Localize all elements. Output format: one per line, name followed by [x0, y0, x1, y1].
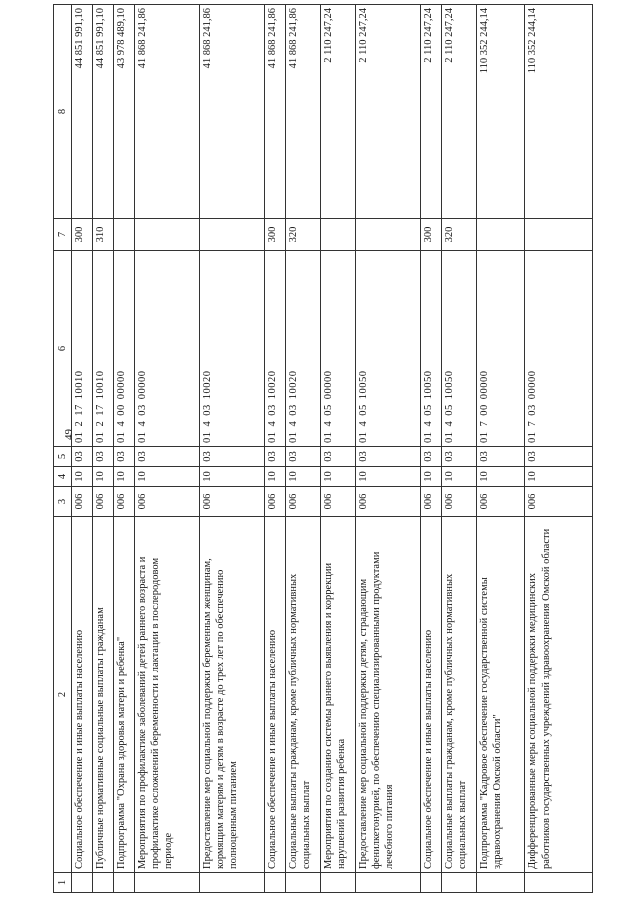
target-article-part: 10020 — [201, 370, 213, 400]
cell-pr: 03 — [285, 447, 320, 467]
target-article-part: 4 — [443, 420, 455, 427]
cell-vr — [476, 219, 525, 251]
target-article-part: 05 — [357, 404, 369, 416]
target-article-part: 17 — [74, 404, 85, 416]
target-article-part: 03 — [201, 404, 213, 416]
table-row — [113, 5, 134, 893]
cell-target-article — [265, 251, 286, 447]
target-article-part: 4 — [322, 420, 334, 427]
header-row — [54, 5, 72, 893]
cell-pr: 03 — [441, 447, 476, 467]
table-row — [441, 5, 476, 893]
cell-name: Социальное обеспечение и иные выплаты населению — [420, 517, 441, 873]
cell-name: Предоставление мер социальной поддержки детям, страдающим фенилкетонурией, по обеспечению специализированными продуктами лечебного питания — [355, 517, 420, 873]
target-article-part: 03 — [287, 404, 299, 416]
cell-ved: 006 — [199, 487, 264, 517]
cell-name: Социальное обеспечение и иные выплаты населению — [265, 517, 286, 873]
cell-vr: 300 — [72, 219, 93, 251]
col-header-3: 3 — [54, 487, 72, 517]
target-article-part: 01 — [115, 431, 127, 443]
cell-vr — [355, 219, 420, 251]
table-row — [72, 5, 93, 893]
cell-pr: 03 — [199, 447, 264, 467]
cell-target-article — [285, 251, 320, 447]
target-article-part: 01 — [136, 431, 148, 443]
cell-name: Социальные выплаты гражданам, кроме публичных нормативных социальных выплат — [285, 517, 320, 873]
cell-name: Предоставление мер социальной поддержки беременным женщинам, кормящим матерям и детям в возрасте до трех лет по обеспечению полноценным питанием — [199, 517, 264, 873]
target-article-part: 10050 — [443, 370, 455, 400]
cell-col1 — [441, 873, 476, 893]
table-row — [476, 5, 525, 893]
target-article-part: 01 — [94, 431, 106, 443]
cell-vr: 300 — [420, 219, 441, 251]
table-row — [355, 5, 420, 893]
cell-vr — [113, 219, 134, 251]
col-header-8: 8 — [54, 5, 72, 219]
cell-ved: 006 — [285, 487, 320, 517]
col-header-5: 5 — [54, 447, 72, 467]
col-header-1: 1 — [54, 873, 72, 893]
cell-col1 — [199, 873, 264, 893]
target-article-part: 00 — [478, 404, 490, 416]
target-article-part: 00000 — [478, 370, 490, 400]
cell-target-article — [420, 251, 441, 447]
table-row — [285, 5, 320, 893]
cell-name: Подпрограмма "Кадровое обеспечение государственной системы здравоохранения Омской области" — [476, 517, 525, 873]
cell-name: Социальные выплаты гражданам, кроме публичных нормативных социальных выплат — [441, 517, 476, 873]
cell-name: Мероприятия по созданию системы раннего выявления и коррекции нарушений развития ребенка — [320, 517, 355, 873]
cell-col1 — [134, 873, 199, 893]
cell-col1 — [113, 873, 134, 893]
cell-ved: 006 — [420, 487, 441, 517]
target-article-part: 01 — [287, 431, 299, 443]
cell-vr — [320, 219, 355, 251]
cell-ved: 006 — [320, 487, 355, 517]
cell-rz: 10 — [441, 467, 476, 487]
target-article-part: 03 — [267, 404, 279, 416]
cell-target-article — [441, 251, 476, 447]
cell-rz: 10 — [320, 467, 355, 487]
target-article-part: 01 — [201, 431, 213, 443]
target-article-part: 00000 — [322, 370, 334, 400]
cell-vr: 320 — [285, 219, 320, 251]
cell-pr: 03 — [420, 447, 441, 467]
target-article-part: 00000 — [527, 370, 539, 400]
cell-target-article — [72, 251, 93, 447]
cell-vr: 300 — [265, 219, 286, 251]
cell-pr: 03 — [320, 447, 355, 467]
cell-pr: 03 — [113, 447, 134, 467]
target-article-part: 4 — [201, 420, 213, 427]
col-header-6: 6 — [54, 251, 72, 447]
col-header-4: 4 — [54, 467, 72, 487]
cell-amount: 2 110 247,24 — [320, 5, 355, 219]
target-article-part: 4 — [136, 420, 148, 427]
cell-amount: 41 868 241,86 — [285, 5, 320, 219]
target-article-part: 4 — [357, 420, 369, 427]
cell-amount: 2 110 247,24 — [441, 5, 476, 219]
cell-amount: 44 851 991,10 — [72, 5, 93, 219]
cell-col1 — [355, 873, 420, 893]
cell-pr: 03 — [355, 447, 420, 467]
cell-ved: 006 — [134, 487, 199, 517]
target-article-part: 05 — [443, 404, 455, 416]
budget-table — [53, 4, 593, 893]
cell-name: Социальное обеспечение и иные выплаты населению — [72, 517, 93, 873]
target-article-part: 01 — [267, 431, 279, 443]
target-article-part: 01 — [322, 431, 334, 443]
cell-target-article — [134, 251, 199, 447]
cell-rz: 10 — [355, 467, 420, 487]
cell-pr: 03 — [92, 447, 113, 467]
cell-col1 — [476, 873, 525, 893]
cell-ved: 006 — [355, 487, 420, 517]
cell-amount: 41 868 241,86 — [199, 5, 264, 219]
target-article-part: 2 — [74, 420, 85, 427]
cell-pr: 03 — [72, 447, 93, 467]
cell-rz: 10 — [134, 467, 199, 487]
cell-pr: 03 — [525, 447, 593, 467]
cell-rz: 10 — [92, 467, 113, 487]
target-article-part: 00000 — [115, 370, 127, 400]
cell-target-article — [320, 251, 355, 447]
cell-vr — [134, 219, 199, 251]
cell-vr — [525, 219, 593, 251]
target-article-part: 05 — [322, 404, 334, 416]
cell-amount: 41 868 241,86 — [265, 5, 286, 219]
target-article-part: 03 — [136, 404, 148, 416]
cell-rz: 10 — [199, 467, 264, 487]
table-row — [92, 5, 113, 893]
cell-col1 — [265, 873, 286, 893]
col-header-2: 2 — [54, 517, 72, 873]
cell-ved: 006 — [92, 487, 113, 517]
cell-col1 — [320, 873, 355, 893]
target-article-part: 05 — [422, 404, 434, 416]
table-row — [265, 5, 286, 893]
target-article-part: 10020 — [287, 370, 299, 400]
cell-rz: 10 — [72, 467, 93, 487]
target-article-part: 10050 — [357, 370, 369, 400]
cell-rz: 10 — [265, 467, 286, 487]
target-article-part: 01 — [357, 431, 369, 443]
cell-name: Публичные нормативные социальные выплаты гражданам — [92, 517, 113, 873]
target-article-part: 4 — [267, 420, 279, 427]
cell-pr: 03 — [476, 447, 525, 467]
cell-ved: 006 — [265, 487, 286, 517]
target-article-part: 01 — [422, 431, 434, 443]
table-container — [53, 5, 593, 893]
cell-pr: 03 — [265, 447, 286, 467]
cell-rz: 10 — [420, 467, 441, 487]
target-article-part: 7 — [527, 420, 539, 427]
cell-ved: 006 — [72, 487, 93, 517]
target-article-part: 10010 — [94, 370, 106, 400]
cell-target-article — [476, 251, 525, 447]
cell-col1 — [420, 873, 441, 893]
col-header-7: 7 — [54, 219, 72, 251]
cell-ved: 006 — [113, 487, 134, 517]
cell-amount: 2 110 247,24 — [420, 5, 441, 219]
cell-rz: 10 — [525, 467, 593, 487]
cell-rz: 10 — [285, 467, 320, 487]
table-row — [134, 5, 199, 893]
cell-amount: 110 352 244,14 — [525, 5, 593, 219]
target-article-part: 00 — [115, 404, 127, 416]
table-row — [199, 5, 264, 893]
target-article-part: 4 — [287, 420, 299, 427]
target-article-part: 00000 — [136, 370, 148, 400]
cell-ved: 006 — [441, 487, 476, 517]
cell-target-article — [525, 251, 593, 447]
cell-vr — [199, 219, 264, 251]
target-article-part: 10020 — [267, 370, 279, 400]
cell-amount: 41 868 241,86 — [134, 5, 199, 219]
cell-pr: 03 — [134, 447, 199, 467]
table-row — [525, 5, 593, 893]
cell-name: Мероприятия по профилактике заболеваний детей раннего возраста и профилактике осложнений беременности и лактации в послеродовом периоде — [134, 517, 199, 873]
target-article-part: 01 — [478, 431, 490, 443]
target-article-part: 2 — [94, 420, 106, 427]
target-article-part: 4 — [422, 420, 434, 427]
cell-col1 — [525, 873, 593, 893]
cell-name: Дифференцированные меры социальной поддержки медицинских работников государственных учреждений здравоохранения Омской области — [525, 517, 593, 873]
cell-rz: 10 — [476, 467, 525, 487]
target-article-part: 01 — [443, 431, 455, 443]
target-article-part: 10050 — [422, 370, 434, 400]
target-article-part: 10010 — [74, 370, 85, 400]
cell-ved: 006 — [476, 487, 525, 517]
cell-ved: 006 — [525, 487, 593, 517]
target-article-part: 17 — [94, 404, 106, 416]
cell-rz: 10 — [113, 467, 134, 487]
cell-target-article — [92, 251, 113, 447]
cell-amount: 110 352 244,14 — [476, 5, 525, 219]
table-body — [72, 5, 593, 893]
cell-amount: 2 110 247,24 — [355, 5, 420, 219]
target-article-part: 01 — [74, 431, 85, 443]
table-row — [320, 5, 355, 893]
cell-amount: 44 851 991,10 — [92, 5, 113, 219]
cell-target-article — [199, 251, 264, 447]
page-number: 49 — [63, 429, 75, 440]
cell-col1 — [92, 873, 113, 893]
cell-target-article — [113, 251, 134, 447]
cell-target-article — [355, 251, 420, 447]
cell-col1 — [285, 873, 320, 893]
target-article-part: 01 — [527, 431, 539, 443]
cell-name: Подпрограмма "Охрана здоровья матери и ребенка" — [113, 517, 134, 873]
cell-amount: 43 978 489,10 — [113, 5, 134, 219]
table-row — [420, 5, 441, 893]
cell-vr: 310 — [92, 219, 113, 251]
target-article-part: 4 — [115, 420, 127, 427]
target-article-part: 03 — [527, 404, 539, 416]
cell-vr: 320 — [441, 219, 476, 251]
cell-col1 — [72, 873, 93, 893]
target-article-part: 7 — [478, 420, 490, 427]
